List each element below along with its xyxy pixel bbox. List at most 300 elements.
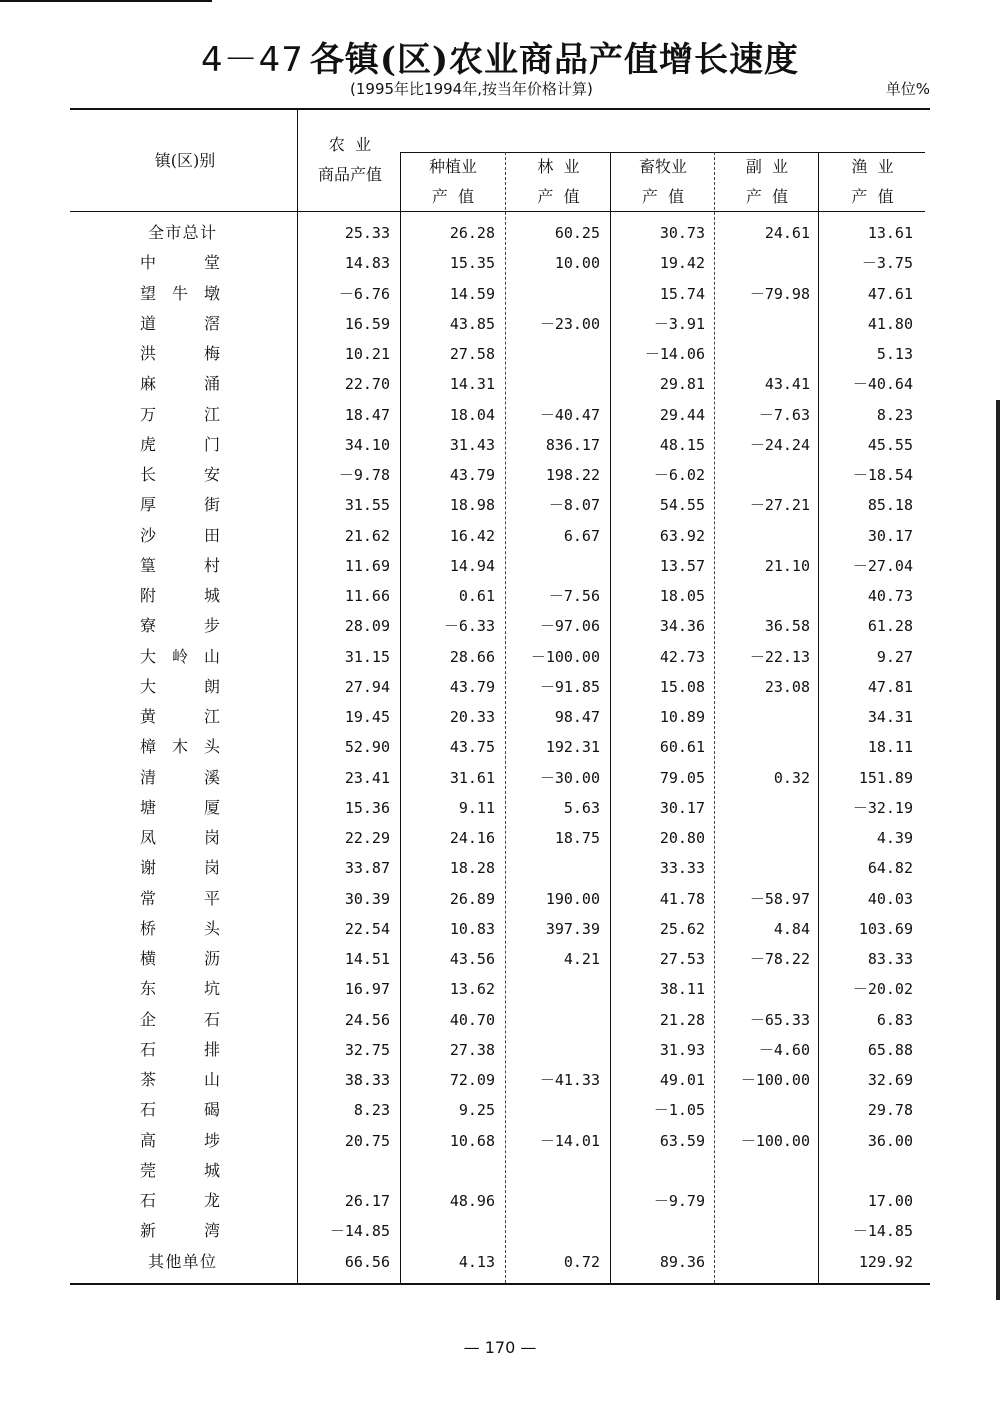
row-region-name: 道滘 — [140, 314, 220, 333]
cell-livestock: 63.92 — [659, 527, 705, 545]
cell-fishery: －27.04 — [852, 557, 913, 575]
cell-livestock: 48.15 — [659, 436, 705, 454]
cell-fishery: 36.00 — [867, 1132, 913, 1150]
cell-livestock: 42.73 — [659, 648, 705, 666]
table-row — [70, 400, 925, 430]
header-fishery-line2: 产 值 — [851, 187, 894, 206]
cell-sideline: －4.60 — [758, 1041, 810, 1059]
cell-livestock — [615, 1156, 705, 1186]
cell-sideline: －65.33 — [749, 1011, 810, 1029]
cell-sideline: －58.97 — [749, 890, 810, 908]
cell-livestock: 27.53 — [659, 950, 705, 968]
cell-livestock: 21.28 — [659, 1011, 705, 1029]
cell-sideline — [720, 823, 810, 853]
cell-total: 16.97 — [344, 980, 390, 998]
cell-sideline — [720, 248, 810, 278]
cell-fishery: 4.39 — [876, 829, 913, 847]
cell-fishery: 40.03 — [867, 890, 913, 908]
cell-livestock — [615, 1216, 705, 1246]
cell-forestry: 190.00 — [545, 890, 600, 908]
cell-sideline — [720, 1156, 810, 1186]
table-number: 4－47 — [200, 40, 304, 80]
cell-crop: 72.09 — [449, 1071, 495, 1089]
row-region-name: 石碣 — [140, 1100, 220, 1119]
cell-total: 23.41 — [344, 769, 390, 787]
row-region-name: 凤岗 — [140, 828, 220, 847]
cell-fishery: 151.89 — [858, 769, 913, 787]
cell-total: －14.85 — [329, 1222, 390, 1240]
cell-crop: 31.61 — [449, 769, 495, 787]
cell-forestry — [510, 279, 600, 309]
cell-livestock: 13.57 — [659, 557, 705, 575]
cell-fishery: 41.80 — [867, 315, 913, 333]
cell-fishery — [820, 1156, 913, 1186]
cell-forestry — [510, 1216, 600, 1246]
cell-forestry — [510, 551, 600, 581]
row-region-name: 塘厦 — [140, 798, 220, 817]
cell-fishery: 5.13 — [876, 345, 913, 363]
cell-forestry — [510, 369, 600, 399]
cell-sideline: 21.10 — [764, 557, 810, 575]
header-crop-line1: 种植业 — [428, 157, 477, 176]
cell-livestock: 20.80 — [659, 829, 705, 847]
cell-total: 30.39 — [344, 890, 390, 908]
row-region-name: 横沥 — [140, 949, 220, 968]
header-total-line2: 商品产值 — [317, 165, 382, 184]
cell-sideline — [720, 581, 810, 611]
cell-crop: 48.96 — [449, 1192, 495, 1210]
table-row — [70, 702, 925, 732]
cell-forestry: 18.75 — [554, 829, 600, 847]
cell-total: 25.33 — [344, 224, 390, 242]
table-row — [70, 1156, 925, 1186]
row-region-name: 大岭山 — [140, 647, 220, 666]
cell-crop: 27.38 — [449, 1041, 495, 1059]
row-region-name: 其他单位 — [148, 1252, 216, 1271]
cell-fishery: 18.11 — [867, 738, 913, 756]
cell-total: 32.75 — [344, 1041, 390, 1059]
cell-crop: 43.85 — [449, 315, 495, 333]
row-region-name: 大朗 — [140, 677, 220, 696]
cell-crop: 14.59 — [449, 285, 495, 303]
cell-forestry: －91.85 — [539, 678, 600, 696]
cell-crop: 43.79 — [449, 466, 495, 484]
table-row — [70, 551, 925, 581]
table-row — [70, 430, 925, 460]
row-region-name: 东坑 — [140, 979, 220, 998]
cell-forestry: －23.00 — [539, 315, 600, 333]
cell-livestock: －1.05 — [653, 1101, 705, 1119]
cell-total: 14.83 — [344, 254, 390, 272]
table-row — [70, 642, 925, 672]
header-forestry-line1: 林 业 — [537, 157, 580, 176]
cell-crop — [405, 1216, 495, 1246]
cell-forestry: －30.00 — [539, 769, 600, 787]
cell-crop: 14.94 — [449, 557, 495, 575]
table-row — [70, 309, 925, 339]
table-row — [70, 763, 925, 793]
cell-livestock: 18.05 — [659, 587, 705, 605]
cell-sideline: －100.00 — [740, 1132, 810, 1150]
cell-total: 31.15 — [344, 648, 390, 666]
header-forestry-line2: 产 值 — [537, 187, 580, 206]
cell-sideline — [720, 793, 810, 823]
cell-sideline — [720, 1095, 810, 1125]
cell-forestry: 198.22 — [545, 466, 600, 484]
row-region-name: 万江 — [140, 405, 220, 424]
cell-fishery: －18.54 — [852, 466, 913, 484]
cell-crop: 27.58 — [449, 345, 495, 363]
cell-forestry: －97.06 — [539, 617, 600, 635]
unit-label: 单位% — [885, 80, 930, 98]
cell-crop: 31.43 — [449, 436, 495, 454]
cell-total: 38.33 — [344, 1071, 390, 1089]
cell-total: 20.75 — [344, 1132, 390, 1150]
row-region-name: 莞城 — [140, 1161, 220, 1180]
table-row — [70, 1186, 925, 1216]
cell-sideline: －78.22 — [749, 950, 810, 968]
row-region-name: 寮步 — [140, 616, 220, 635]
cell-livestock: 60.61 — [659, 738, 705, 756]
table-row — [70, 884, 925, 914]
cell-crop: 14.31 — [449, 375, 495, 393]
cell-sideline — [720, 1216, 810, 1246]
row-region-name: 望牛墩 — [140, 284, 220, 303]
table-row — [70, 490, 925, 520]
cell-fishery: 29.78 — [867, 1101, 913, 1119]
row-region-name: 长安 — [140, 465, 220, 484]
row-region-name: 常平 — [140, 889, 220, 908]
cell-sideline — [720, 974, 810, 1004]
cell-fishery: 9.27 — [876, 648, 913, 666]
cell-crop: 9.25 — [458, 1101, 495, 1119]
cell-sideline — [720, 732, 810, 762]
table-row — [70, 581, 925, 611]
cell-total: 11.66 — [344, 587, 390, 605]
cell-crop: 20.33 — [449, 708, 495, 726]
cell-fishery: －14.85 — [852, 1222, 913, 1240]
table-row — [70, 732, 925, 762]
cell-crop: 18.98 — [449, 496, 495, 514]
cell-livestock: 30.73 — [659, 224, 705, 242]
cell-crop: 40.70 — [449, 1011, 495, 1029]
cell-sideline — [720, 460, 810, 490]
cell-livestock: －14.06 — [644, 345, 705, 363]
cell-livestock: 29.81 — [659, 375, 705, 393]
cell-livestock: 41.78 — [659, 890, 705, 908]
table-title-text: 各镇(区)农业商品产值增长速度 — [309, 40, 800, 80]
cell-total: 10.21 — [344, 345, 390, 363]
table-row — [70, 521, 925, 551]
row-region-name: 石龙 — [140, 1191, 220, 1210]
table-row — [70, 823, 925, 853]
cell-fishery: －3.75 — [861, 254, 913, 272]
table-row — [70, 1216, 925, 1246]
cell-livestock: 10.89 — [659, 708, 705, 726]
cell-sideline: －22.13 — [749, 648, 810, 666]
cell-sideline: －27.21 — [749, 496, 810, 514]
cell-forestry — [510, 853, 600, 883]
cell-fishery: 64.82 — [867, 859, 913, 877]
cell-livestock: 34.36 — [659, 617, 705, 635]
cell-fishery: 45.55 — [867, 436, 913, 454]
cell-forestry: 192.31 — [545, 738, 600, 756]
row-region-name: 樟木头 — [140, 737, 220, 756]
cell-sideline — [720, 1186, 810, 1216]
cell-total: 34.10 — [344, 436, 390, 454]
table-top-rule — [70, 108, 930, 110]
cell-fishery: 103.69 — [858, 920, 913, 938]
cell-forestry: －40.47 — [539, 406, 600, 424]
header-livestock-line1: 畜牧业 — [638, 157, 687, 176]
cell-crop: 4.13 — [458, 1253, 495, 1271]
cell-total: 31.55 — [344, 496, 390, 514]
page-title — [0, 32, 1000, 81]
cell-sideline — [720, 309, 810, 339]
cell-fishery: 13.61 — [867, 224, 913, 242]
cell-livestock: 38.11 — [659, 980, 705, 998]
row-region-name: 桥头 — [140, 919, 220, 938]
row-region-name: 中堂 — [140, 253, 220, 272]
cell-forestry: －14.01 — [539, 1132, 600, 1150]
cell-forestry: －7.56 — [548, 587, 600, 605]
row-region-name: 新湾 — [140, 1221, 220, 1240]
header-sideline-line2: 产 值 — [745, 187, 789, 206]
row-region-name: 高埗 — [140, 1131, 220, 1150]
cell-forestry — [510, 339, 600, 369]
cell-crop: 10.68 — [449, 1132, 495, 1150]
cell-fishery: 83.33 — [867, 950, 913, 968]
cell-livestock: 15.08 — [659, 678, 705, 696]
cell-livestock: 89.36 — [659, 1253, 705, 1271]
cell-total: 15.36 — [344, 799, 390, 817]
cell-total: 18.47 — [344, 406, 390, 424]
table-row — [70, 279, 925, 309]
cell-total: 24.56 — [344, 1011, 390, 1029]
cell-crop: 15.35 — [449, 254, 495, 272]
cell-forestry: 4.21 — [563, 950, 600, 968]
row-region-name: 沙田 — [140, 526, 220, 545]
row-region-name: 篁村 — [140, 556, 220, 575]
table-row — [70, 793, 925, 823]
row-region-name: 附城 — [140, 586, 220, 605]
table-row — [70, 1247, 925, 1277]
table-row — [70, 339, 925, 369]
table-row — [70, 369, 925, 399]
cell-sideline — [720, 521, 810, 551]
cell-fishery: 6.83 — [876, 1011, 913, 1029]
cell-fishery: －32.19 — [852, 799, 913, 817]
cell-sideline: 24.61 — [764, 224, 810, 242]
header-livestock-line2: 产 值 — [641, 187, 685, 206]
cell-forestry: 10.00 — [554, 254, 600, 272]
cell-livestock: －3.91 — [653, 315, 705, 333]
cell-total: 27.94 — [344, 678, 390, 696]
row-region-name: 厚街 — [140, 495, 220, 514]
cell-crop: 16.42 — [449, 527, 495, 545]
cell-forestry: －8.07 — [548, 496, 600, 514]
table-row — [70, 1005, 925, 1035]
cell-livestock: 63.59 — [659, 1132, 705, 1150]
cell-fishery: 47.81 — [867, 678, 913, 696]
cell-sideline: －79.98 — [749, 285, 810, 303]
cell-sideline: －7.63 — [758, 406, 810, 424]
cell-fishery: 85.18 — [867, 496, 913, 514]
cell-livestock: 31.93 — [659, 1041, 705, 1059]
table-row — [70, 248, 925, 278]
table-row — [70, 914, 925, 944]
cell-sideline: 0.32 — [773, 769, 810, 787]
cell-total: 22.29 — [344, 829, 390, 847]
row-region-name: 企石 — [140, 1010, 220, 1029]
cell-total — [300, 1156, 390, 1186]
cell-livestock: 19.42 — [659, 254, 705, 272]
cell-crop — [405, 1156, 495, 1186]
cell-livestock: 15.74 — [659, 285, 705, 303]
cell-fishery: 65.88 — [867, 1041, 913, 1059]
row-region-name: 虎门 — [140, 435, 220, 454]
table-row — [70, 218, 925, 248]
row-region-name: 石排 — [140, 1040, 220, 1059]
cell-forestry — [510, 974, 600, 1004]
cell-sideline: －100.00 — [740, 1071, 810, 1089]
cell-fishery: 47.61 — [867, 285, 913, 303]
row-region-name: 全市总计 — [148, 223, 216, 242]
cell-forestry: 836.17 — [545, 436, 600, 454]
cell-livestock: 25.62 — [659, 920, 705, 938]
cell-fishery: 17.00 — [867, 1192, 913, 1210]
row-region-name: 黄江 — [140, 707, 220, 726]
table-row — [70, 1126, 925, 1156]
cell-crop: 26.89 — [449, 890, 495, 908]
header-fishery-line1: 渔 业 — [851, 157, 894, 176]
row-region-name: 麻涌 — [140, 374, 220, 393]
cell-forestry: 0.72 — [563, 1253, 600, 1271]
cell-crop: 43.56 — [449, 950, 495, 968]
cell-forestry: 397.39 — [545, 920, 600, 938]
row-region-name: 茶山 — [140, 1070, 220, 1089]
cell-total: 14.51 — [344, 950, 390, 968]
cell-sideline — [720, 1247, 810, 1277]
cell-forestry — [510, 1186, 600, 1216]
cell-sideline: 43.41 — [764, 375, 810, 393]
cell-crop: 43.75 — [449, 738, 495, 756]
cell-total: 19.45 — [344, 708, 390, 726]
cell-total: 11.69 — [344, 557, 390, 575]
cell-sideline — [720, 339, 810, 369]
header-region: 镇(区)别 — [154, 151, 216, 170]
cell-total: 22.54 — [344, 920, 390, 938]
scan-edge-mark — [996, 400, 1000, 1300]
cell-total: －9.78 — [338, 466, 390, 484]
table-row — [70, 672, 925, 702]
cell-sideline: 23.08 — [764, 678, 810, 696]
cell-sideline — [720, 702, 810, 732]
cell-total: 22.70 — [344, 375, 390, 393]
cell-livestock: 79.05 — [659, 769, 705, 787]
table-subtitle: (1995年比1994年,按当年价格计算) — [350, 80, 593, 98]
cell-forestry: 5.63 — [563, 799, 600, 817]
cell-fishery: 34.31 — [867, 708, 913, 726]
cell-livestock: 29.44 — [659, 406, 705, 424]
cell-livestock: 33.33 — [659, 859, 705, 877]
table-row — [70, 853, 925, 883]
cell-forestry: 60.25 — [554, 224, 600, 242]
table-row — [70, 460, 925, 490]
page-number: — 170 — — [463, 1338, 537, 1357]
cell-total: 33.87 — [344, 859, 390, 877]
cell-sideline: －24.24 — [749, 436, 810, 454]
cell-forestry: 98.47 — [554, 708, 600, 726]
cell-forestry: －41.33 — [539, 1071, 600, 1089]
header-crop-line2: 产 值 — [431, 187, 475, 206]
cell-crop: 18.04 — [449, 406, 495, 424]
cell-forestry — [510, 1156, 600, 1186]
cell-crop: 18.28 — [449, 859, 495, 877]
cell-livestock: 54.55 — [659, 496, 705, 514]
table-row — [70, 1095, 925, 1125]
cell-total: 66.56 — [344, 1253, 390, 1271]
cell-sideline — [720, 853, 810, 883]
cell-fishery: －20.02 — [852, 980, 913, 998]
row-region-name: 谢岗 — [140, 858, 220, 877]
cell-fishery: －40.64 — [852, 375, 913, 393]
cell-crop: 13.62 — [449, 980, 495, 998]
header-sideline-line1: 副 业 — [745, 157, 789, 176]
cell-crop: 28.66 — [449, 648, 495, 666]
cell-crop: 9.11 — [458, 799, 495, 817]
cell-crop: －6.33 — [443, 617, 495, 635]
cell-total: 16.59 — [344, 315, 390, 333]
header-total-line1: 农 业 — [328, 135, 372, 154]
cell-livestock: －6.02 — [653, 466, 705, 484]
cell-fishery: 61.28 — [867, 617, 913, 635]
cell-crop: 0.61 — [458, 587, 495, 605]
cell-crop: 43.79 — [449, 678, 495, 696]
cell-total: 21.62 — [344, 527, 390, 545]
cell-fishery: 30.17 — [867, 527, 913, 545]
cell-total: 52.90 — [344, 738, 390, 756]
row-region-name: 洪梅 — [140, 344, 220, 363]
table-row — [70, 611, 925, 641]
cell-fishery: 129.92 — [858, 1253, 913, 1271]
cell-crop: 10.83 — [449, 920, 495, 938]
cell-fishery: 40.73 — [867, 587, 913, 605]
cell-forestry: －100.00 — [530, 648, 600, 666]
cell-livestock: 49.01 — [659, 1071, 705, 1089]
cell-forestry: 6.67 — [563, 527, 600, 545]
cell-fishery: 32.69 — [867, 1071, 913, 1089]
cell-total: 8.23 — [353, 1101, 390, 1119]
cell-forestry — [510, 1035, 600, 1065]
cell-fishery: 8.23 — [876, 406, 913, 424]
table-row — [70, 944, 925, 974]
cell-crop: 26.28 — [449, 224, 495, 242]
cell-sideline: 36.58 — [764, 617, 810, 635]
table-row — [70, 974, 925, 1004]
table-bottom-rule — [70, 1283, 930, 1285]
table-row — [70, 1035, 925, 1065]
top-corner-rule — [0, 0, 212, 2]
cell-total: －6.76 — [338, 285, 390, 303]
row-region-name: 清溪 — [140, 768, 220, 787]
cell-livestock: －9.79 — [653, 1192, 705, 1210]
table-row — [70, 1065, 925, 1095]
cell-crop: 24.16 — [449, 829, 495, 847]
cell-total: 28.09 — [344, 617, 390, 635]
cell-total: 26.17 — [344, 1192, 390, 1210]
cell-livestock: 30.17 — [659, 799, 705, 817]
